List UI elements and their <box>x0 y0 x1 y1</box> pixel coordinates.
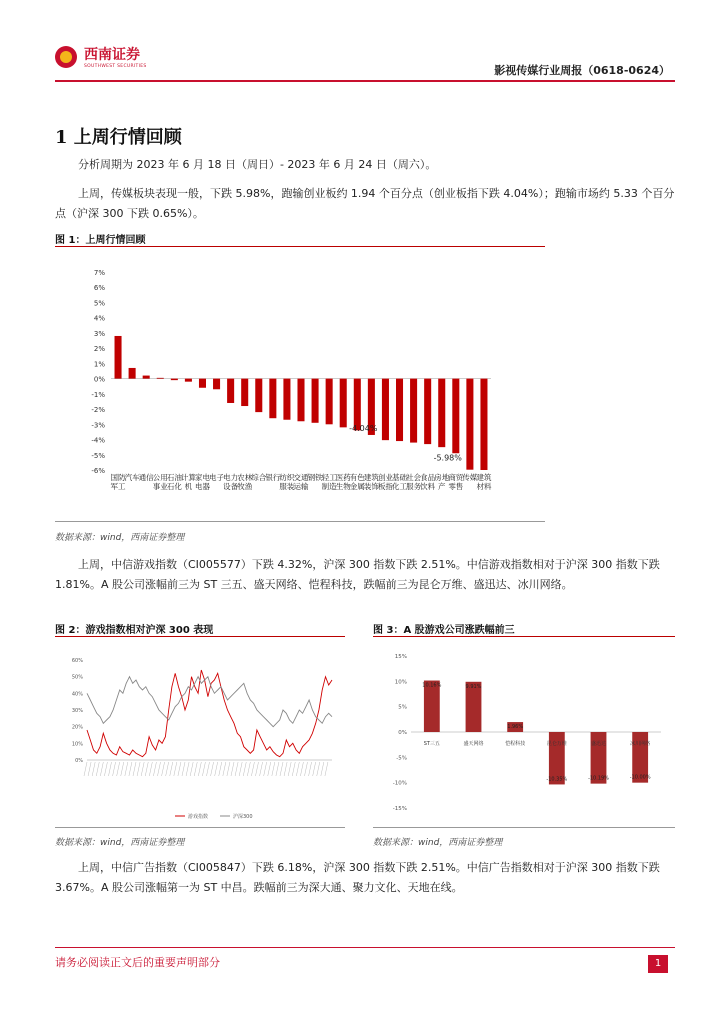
x-tick-mark <box>321 762 324 776</box>
bar <box>157 378 164 379</box>
bar <box>213 379 220 390</box>
x-tick-label: 生物 <box>335 482 351 491</box>
figure-2-bottom-rule <box>55 827 345 828</box>
x-tick-mark <box>211 762 214 776</box>
logo-icon <box>55 46 77 68</box>
legend-label: 游戏指数 <box>188 814 209 820</box>
y-tick-label: -15% <box>392 806 407 812</box>
x-tick-mark <box>170 762 173 776</box>
x-tick-label: 材料 <box>476 482 492 491</box>
footer-disclaimer: 请务必阅读正文后的重要声明部分 <box>55 956 220 969</box>
x-tick-mark <box>231 762 234 776</box>
data-label: 1.96% <box>507 724 524 731</box>
x-tick-mark <box>100 762 103 776</box>
y-tick-label: 50% <box>71 674 83 681</box>
x-tick-label: 服务 <box>406 482 422 491</box>
bar <box>382 379 389 441</box>
figure-2-title: 图 2：游戏指数相对沪深 300 表现 <box>55 625 214 636</box>
x-tick-mark <box>223 762 226 776</box>
x-tick-label: 饮料 <box>420 482 436 491</box>
x-tick-label: 昆仑万维 <box>546 741 567 747</box>
y-tick-label: -10% <box>392 780 407 787</box>
x-tick-label: 农林 <box>237 473 253 482</box>
x-tick-label: 社会 <box>406 473 422 482</box>
x-tick-label: 电子 <box>209 473 225 482</box>
x-tick-mark <box>264 762 267 776</box>
bar <box>326 379 333 425</box>
y-tick-label: 5% <box>93 299 105 308</box>
x-tick-mark <box>215 762 218 776</box>
x-tick-mark <box>125 762 128 776</box>
x-tick-label: 钢铁 <box>307 473 323 482</box>
x-tick-mark <box>153 762 156 776</box>
x-tick-label: 板指 <box>377 482 393 491</box>
figure-3-bottom-rule <box>373 827 675 828</box>
x-tick-label: 化工 <box>392 482 408 491</box>
bar <box>312 379 319 423</box>
x-tick-mark <box>300 762 303 776</box>
bar <box>297 379 304 422</box>
bar <box>129 368 136 379</box>
y-tick-label: -5% <box>396 755 407 762</box>
data-label: -10.35% <box>546 776 568 783</box>
x-tick-mark <box>190 762 193 776</box>
bar <box>143 376 150 379</box>
bar <box>396 379 403 441</box>
y-tick-label: 0% <box>398 730 407 736</box>
x-tick-label: 医药 <box>335 473 351 482</box>
x-tick-label: 运输 <box>293 482 309 491</box>
gaming-top-movers-chart <box>373 640 675 825</box>
x-tick-label: 轻工 <box>321 473 337 482</box>
data-label: -5.98% <box>433 453 462 463</box>
x-tick-mark <box>129 762 132 776</box>
bar <box>171 379 178 381</box>
figure-1-rule <box>55 246 545 247</box>
figure-3-source: 数据来源：wind，西南证券整理 <box>373 838 503 848</box>
x-tick-mark <box>88 762 91 776</box>
x-tick-label: 国防 <box>110 473 126 482</box>
x-tick-label: 传媒 <box>462 473 478 482</box>
y-tick-label: -1% <box>91 390 105 399</box>
x-tick-label: 冰川网络 <box>630 741 651 747</box>
x-tick-label: 汽车 <box>124 473 140 482</box>
x-tick-mark <box>219 762 222 776</box>
x-tick-mark <box>280 762 283 776</box>
x-tick-label: 恺程科技 <box>505 741 526 747</box>
bar <box>480 379 487 470</box>
x-tick-label: ST三五 <box>423 741 440 747</box>
bar <box>199 379 206 388</box>
x-tick-label: 通信 <box>138 473 154 482</box>
x-tick-label: 食品 <box>420 473 436 482</box>
bar <box>452 379 459 454</box>
x-tick-mark <box>92 762 95 776</box>
x-tick-mark <box>313 762 316 776</box>
x-tick-mark <box>158 762 161 776</box>
y-tick-label: -4% <box>91 436 105 445</box>
y-tick-label: 40% <box>71 691 83 698</box>
x-tick-label: 机 <box>184 482 193 491</box>
x-tick-mark <box>305 762 308 776</box>
x-tick-label: 电器 <box>194 482 210 491</box>
x-tick-label: 零售 <box>448 482 464 491</box>
x-tick-label: 纺织 <box>279 473 295 482</box>
x-tick-mark <box>84 762 87 776</box>
y-tick-label: 0% <box>75 758 83 764</box>
x-tick-mark <box>276 762 279 776</box>
y-tick-label: 20% <box>71 724 83 731</box>
x-tick-mark <box>121 762 124 776</box>
x-tick-mark <box>292 762 295 776</box>
x-tick-label: 盛天网络 <box>463 741 484 747</box>
x-tick-mark <box>194 762 197 776</box>
y-tick-label: 10% <box>71 741 83 748</box>
x-tick-mark <box>235 762 238 776</box>
x-tick-mark <box>284 762 287 776</box>
x-tick-mark <box>113 762 116 776</box>
x-tick-mark <box>182 762 185 776</box>
x-tick-mark <box>162 762 165 776</box>
bar <box>466 379 473 470</box>
page-number: 1 <box>648 955 668 973</box>
figure-3-title: 图 3：A 股游戏公司涨跌幅前三 <box>373 625 515 636</box>
x-tick-label: 建筑 <box>363 473 379 482</box>
x-tick-mark <box>309 762 312 776</box>
x-tick-label: 石化 <box>166 482 182 491</box>
x-tick-mark <box>141 762 144 776</box>
bar <box>354 379 361 431</box>
logo-name: 西南证券 <box>84 47 140 63</box>
data-label: -4.04% <box>349 424 378 434</box>
x-tick-label: 设备 <box>223 482 239 491</box>
data-label: -10.00% <box>629 774 651 781</box>
x-tick-label: 创业 <box>377 473 393 482</box>
x-tick-mark <box>268 762 271 776</box>
y-tick-label: 2% <box>93 345 105 354</box>
x-tick-mark <box>145 762 148 776</box>
y-tick-label: 30% <box>71 708 83 714</box>
x-tick-label: 军工 <box>110 482 126 491</box>
x-tick-mark <box>272 762 275 776</box>
x-tick-mark <box>256 762 259 776</box>
figure-3-rule <box>373 636 675 637</box>
x-tick-mark <box>202 762 205 776</box>
data-label: 10.16% <box>422 682 442 689</box>
figure-2-source: 数据来源：wind，西南证券整理 <box>55 838 185 848</box>
x-tick-label: 石油 <box>166 473 182 482</box>
y-tick-label: 10% <box>394 679 407 686</box>
x-tick-label: 综合 <box>251 473 267 482</box>
bar <box>410 379 417 443</box>
x-tick-mark <box>137 762 140 776</box>
x-tick-label: 建筑 <box>476 473 492 482</box>
x-tick-label: 制造 <box>321 482 337 491</box>
figure-1-source: 数据来源：wind，西南证券整理 <box>55 533 185 543</box>
y-tick-label: 7% <box>93 269 105 277</box>
bar <box>283 379 290 420</box>
x-tick-mark <box>296 762 299 776</box>
x-tick-mark <box>207 762 210 776</box>
x-tick-mark <box>133 762 136 776</box>
figure-1-title: 图 1：上周行情回顾 <box>55 235 146 246</box>
y-tick-label: 1% <box>93 360 105 369</box>
paragraph-advertising: 上周，中信广告指数（CI005847）下跌 6.18%，沪深 300 指数下跌 2.51%。中信广告指数相对于沪深 300 指数下跌 3.67%。A 股公司涨幅第一为 ST 中昌。跌幅前三为深大通、聚力文化、天地在线。 <box>55 861 660 894</box>
x-tick-mark <box>288 762 291 776</box>
paragraph-gaming: 上周，中信游戏指数（CI005577）下跌 4.32%，沪深 300 指数下跌 2.51%。中信游戏指数相对于沪深 300 指数下跌 1.81%。A 股公司涨幅前三为 ST 三五、盛天网络、恺程科技，跌幅前三为昆仑万维、盛迅达、冰川网络。 <box>55 558 660 591</box>
y-tick-label: -3% <box>91 421 105 430</box>
x-tick-label: 电力 <box>223 473 239 482</box>
x-tick-label: 服装 <box>279 482 295 491</box>
section-title: 1 上周行情回顾 <box>55 127 182 148</box>
figure-2-rule <box>55 636 345 637</box>
x-tick-label: 公用 <box>152 473 168 482</box>
x-tick-mark <box>227 762 230 776</box>
x-tick-label: 盛迅达 <box>590 741 607 747</box>
x-tick-label: 金属 <box>349 482 365 491</box>
y-tick-label: -5% <box>91 451 105 460</box>
y-tick-label: 5% <box>398 704 407 711</box>
figure-1-bottom-rule <box>55 521 545 522</box>
x-tick-mark <box>166 762 169 776</box>
x-tick-label: 产 <box>437 482 446 491</box>
y-tick-label: 0% <box>93 375 105 384</box>
x-tick-mark <box>260 762 263 776</box>
bar <box>269 379 276 419</box>
y-tick-label: 6% <box>93 284 105 293</box>
x-tick-mark <box>117 762 120 776</box>
bar <box>241 379 248 406</box>
x-tick-label: 计算 <box>180 473 196 482</box>
footer-divider <box>55 947 675 948</box>
bar <box>115 336 122 379</box>
x-tick-label: 家电 <box>194 473 210 482</box>
x-tick-mark <box>243 762 246 776</box>
x-tick-mark <box>198 762 201 776</box>
x-tick-label: 基础 <box>392 473 408 482</box>
bar <box>424 379 431 444</box>
x-tick-mark <box>186 762 189 776</box>
bar <box>255 379 262 413</box>
x-tick-mark <box>174 762 177 776</box>
x-tick-mark <box>251 762 254 776</box>
x-tick-label: 房地 <box>434 473 450 482</box>
gaming-vs-csi300-chart <box>55 640 345 825</box>
bar <box>340 379 347 428</box>
y-tick-label: 3% <box>93 329 105 338</box>
x-tick-mark <box>239 762 242 776</box>
x-tick-mark <box>149 762 152 776</box>
paragraph-period: 分析周期为 2023 年 6 月 18 日（周日）- 2023 年 6 月 24 日（周六）。 <box>78 158 437 171</box>
x-tick-label: 事业 <box>152 482 168 491</box>
y-tick-label: 15% <box>394 654 407 660</box>
x-tick-label: 装饰 <box>363 482 379 491</box>
paragraph-summary: 上周，传媒板块表现一般，下跌 5.98%，跑输创业板约 1.94 个百分点（创业板指下跌 4.04%）；跑输市场约 5.33 个百分点（沪深 300 下跌 0.65%）。 <box>55 187 675 220</box>
x-tick-label: 银行 <box>265 473 281 482</box>
x-tick-mark <box>325 762 328 776</box>
y-tick-label: -2% <box>91 406 105 415</box>
logo-subtitle: SOUTHWEST SECURITIES <box>84 64 147 69</box>
bar <box>438 379 445 448</box>
data-label: -10.19% <box>588 775 609 782</box>
y-tick-label: -6% <box>91 467 105 475</box>
data-label: 9.91% <box>465 683 482 690</box>
x-tick-label: 牧渔 <box>237 482 253 491</box>
header-divider <box>55 80 675 82</box>
sector-performance-chart <box>55 262 545 517</box>
series-line <box>87 677 332 727</box>
legend-label: 沪深300 <box>233 814 253 820</box>
x-tick-label: 商贸 <box>448 473 464 482</box>
y-tick-label: 4% <box>93 314 105 323</box>
x-tick-label: 有色 <box>349 473 365 482</box>
x-tick-mark <box>178 762 181 776</box>
x-tick-mark <box>109 762 112 776</box>
x-tick-mark <box>317 762 320 776</box>
bar <box>227 379 234 403</box>
x-tick-label: 交通 <box>293 473 309 482</box>
report-title: 影视传媒行业周报（0618-0624） <box>494 64 670 77</box>
x-tick-mark <box>104 762 107 776</box>
x-tick-mark <box>96 762 99 776</box>
bar <box>185 379 192 382</box>
y-tick-label: 60% <box>71 658 83 664</box>
x-tick-mark <box>247 762 250 776</box>
